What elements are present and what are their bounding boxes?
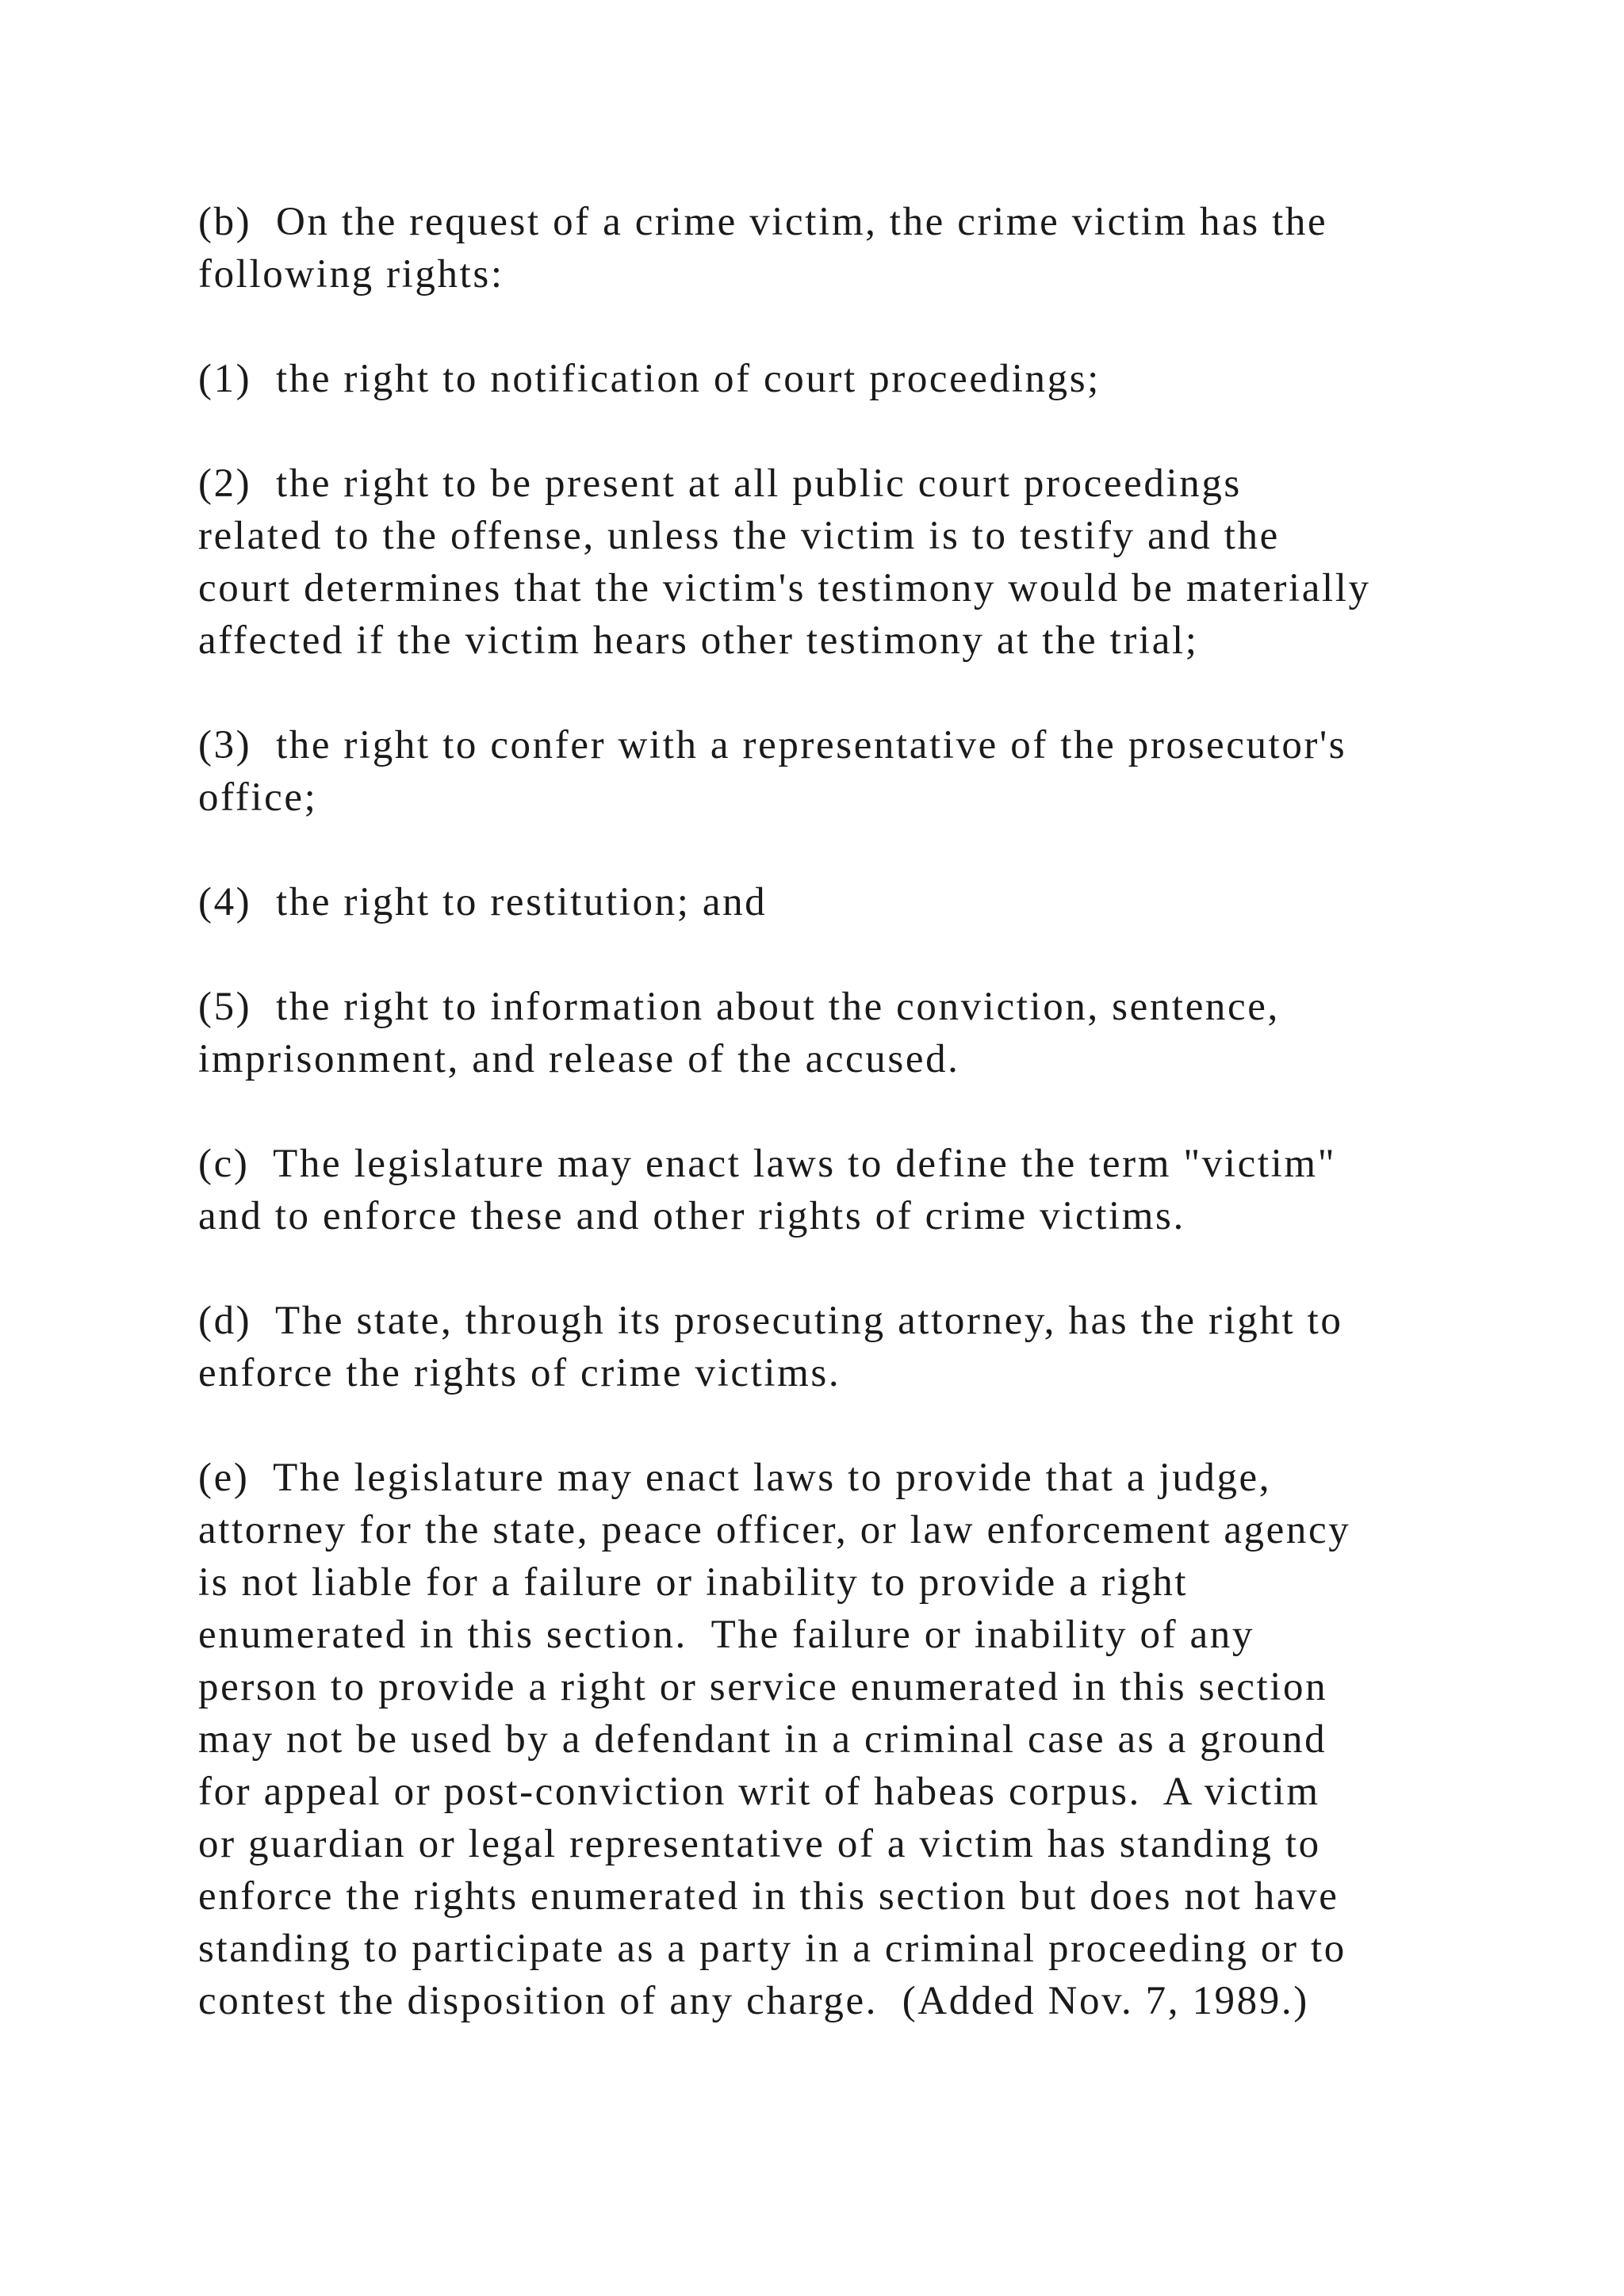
text-line: may not be used by a defendant in a criminal case as a ground	[198, 1717, 1327, 1762]
text-line: affected if the victim hears other testimony at the trial;	[198, 618, 1199, 663]
text-line: enforce the rights of crime victims.	[198, 1351, 841, 1395]
paragraph-b	[198, 196, 1515, 300]
paragraph-e	[198, 1452, 1515, 2027]
text-line: related to the offense, unless the victim is to testify and the	[198, 514, 1280, 558]
paragraph-d	[198, 1295, 1515, 1399]
paragraph-b-4	[198, 876, 1515, 928]
text-line: person to provide a right or service enumerated in this section	[198, 1665, 1328, 1709]
text-line: (4) the right to restitution; and	[198, 880, 768, 924]
text-line: office;	[198, 775, 318, 820]
text-line: for appeal or post-conviction writ of habeas corpus. A victim	[198, 1770, 1320, 1814]
text-line: following rights:	[198, 252, 504, 297]
text-line: enforce the rights enumerated in this section but does not have	[198, 1874, 1339, 1919]
text-line: (3) the right to confer with a representative of the prosecutor's	[198, 723, 1347, 767]
text-line: imprisonment, and release of the accused.	[198, 1037, 960, 1081]
text-line: standing to participate as a party in a criminal proceeding or to	[198, 1927, 1346, 1971]
text-line: (d) The state, through its prosecuting attorney, has the right to	[198, 1299, 1343, 1343]
text-line: (b) On the request of a crime victim, the crime victim has the	[198, 200, 1328, 244]
paragraph-b-2	[198, 457, 1515, 667]
text-line: (5) the right to information about the conviction, sentence,	[198, 985, 1280, 1029]
text-line: or guardian or legal representative of a victim has standing to	[198, 1822, 1321, 1866]
paragraph-b-5	[198, 981, 1515, 1085]
text-line: (1) the right to notification of court proceedings;	[198, 357, 1101, 401]
text-line: enumerated in this section. The failure or inability of any	[198, 1613, 1254, 1657]
text-line: is not liable for a failure or inability to provide a right	[198, 1560, 1189, 1605]
paragraph-b-3	[198, 719, 1515, 824]
paragraph-c	[198, 1138, 1515, 1242]
text-line: (c) The legislature may enact laws to define the term "victim"	[198, 1142, 1337, 1186]
paragraph-b-1	[198, 353, 1515, 405]
text-line: contest the disposition of any charge. (Added Nov. 7, 1989.)	[198, 1979, 1309, 2023]
text-line: and to enforce these and other rights of crime victims.	[198, 1194, 1185, 1238]
document-body	[198, 196, 1515, 2080]
text-line: (e) The legislature may enact laws to provide that a judge,	[198, 1456, 1272, 1500]
text-line: attorney for the state, peace officer, or law enforcement agency	[198, 1508, 1351, 1552]
text-line: court determines that the victim's testimony would be materially	[198, 566, 1371, 610]
text-line: (2) the right to be present at all public court proceedings	[198, 461, 1242, 506]
